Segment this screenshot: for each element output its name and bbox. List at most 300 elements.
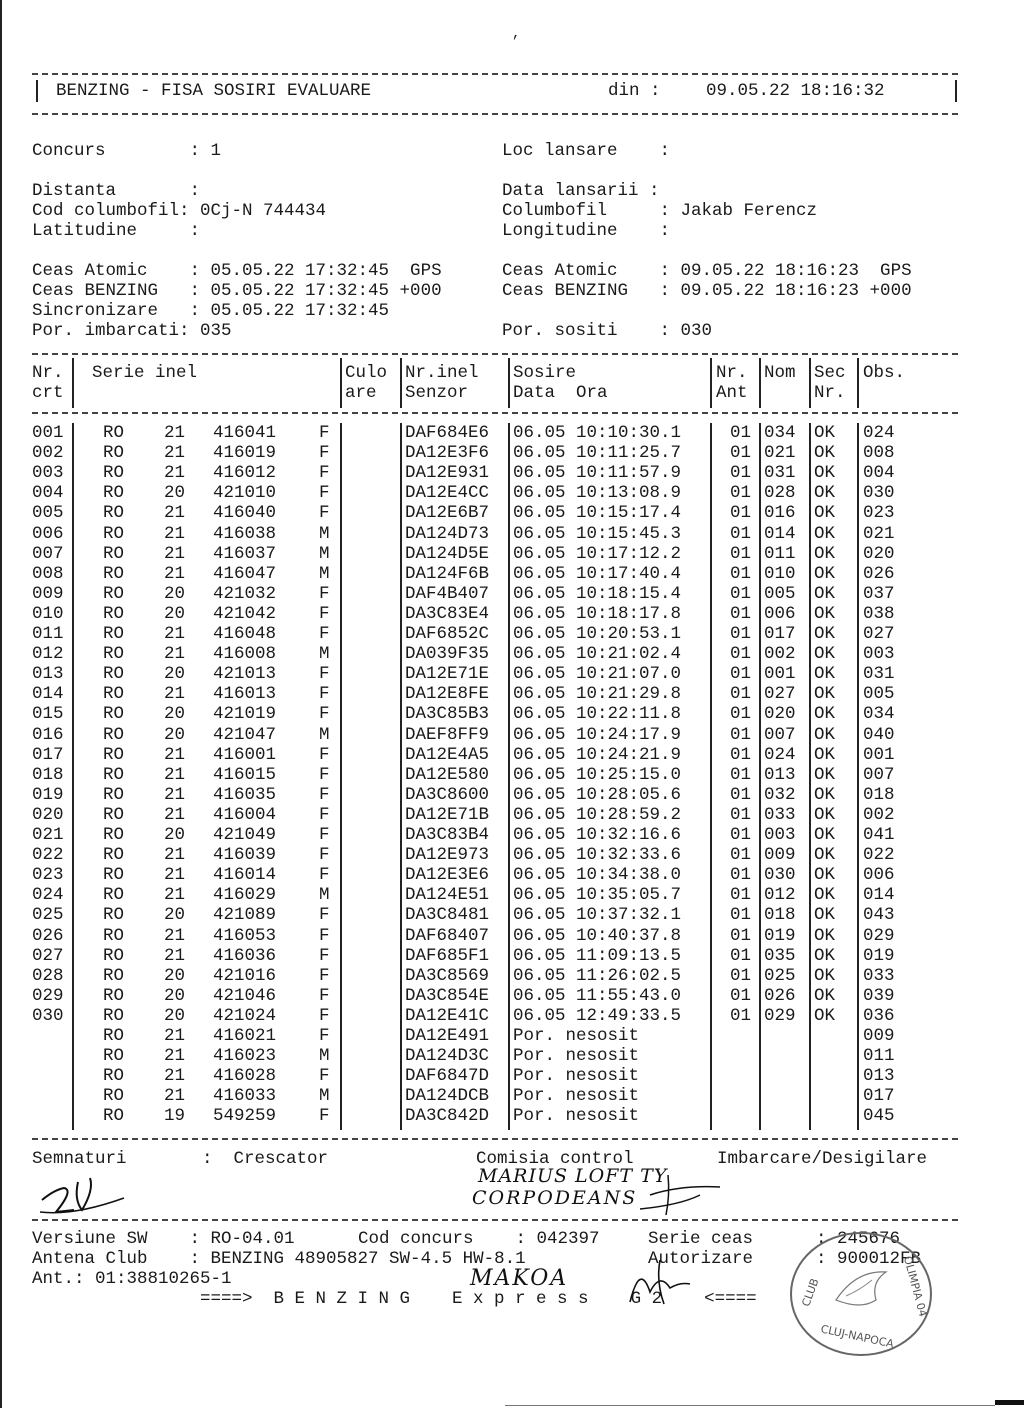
- obs-cell: 006: [863, 865, 895, 886]
- signatures-bottom-rule: [32, 1219, 958, 1221]
- obs-cell: 022: [863, 845, 895, 866]
- antenna-number-cell: 01: [730, 443, 752, 464]
- arrival-datetime-cell: 06.05 11:26:02.5: [513, 965, 682, 986]
- sec-status-cell: OK: [814, 483, 836, 504]
- table-row: [0, 564, 1024, 584]
- ring-year-cell: 21: [164, 885, 186, 906]
- sex-cell: F: [319, 784, 330, 805]
- ring-year-cell: 20: [164, 603, 186, 624]
- sensor-ring-id-cell: DA124E51: [405, 885, 490, 906]
- obs-cell: 023: [863, 503, 895, 524]
- din-label: din :: [608, 81, 661, 101]
- sex-cell: F: [319, 624, 330, 644]
- nom-cell: 001: [764, 664, 796, 685]
- table-row: [0, 986, 1024, 1006]
- antenna-number-cell: 01: [730, 784, 752, 805]
- sensor-ring-id-cell: DA12E931: [405, 463, 490, 484]
- ring-country-cell: RO: [103, 704, 125, 725]
- nom-cell: 009: [764, 845, 796, 866]
- ring-country-cell: RO: [103, 804, 125, 825]
- obs-cell: 013: [863, 1066, 895, 1087]
- table-row: [0, 785, 1024, 805]
- table-row: [0, 1086, 1024, 1106]
- info-right-line: Ceas BENZING : 09.05.22 18:16:23 +000: [502, 281, 912, 301]
- sensor-ring-id-cell: DA3C83B4: [405, 825, 490, 845]
- arrival-datetime-cell: 06.05 10:40:37.8: [513, 925, 682, 946]
- row-number-cell: 030: [32, 1005, 64, 1026]
- obs-cell: 020: [863, 543, 895, 564]
- benzing-banner: ====> B E N Z I N G E x p r e s s G 2 <====: [200, 1289, 757, 1309]
- antenna-number-cell: 01: [730, 523, 752, 544]
- ring-number-cell: 416036: [213, 945, 277, 966]
- ring-year-cell: 20: [164, 704, 186, 725]
- col-header-inel-2: Senzor: [405, 383, 469, 403]
- ring-country-cell: RO: [103, 523, 125, 544]
- table-top-rule: [32, 353, 958, 355]
- sensor-ring-id-cell: DA3C8600: [405, 784, 490, 805]
- col-header-inel-1: Nr.inel: [405, 363, 479, 383]
- arrival-datetime-cell: 06.05 10:11:25.7: [513, 443, 682, 464]
- row-number-cell: 005: [32, 503, 64, 524]
- arrival-datetime-cell: 06.05 10:10:30.1: [513, 423, 682, 443]
- row-number-cell: 028: [32, 965, 64, 986]
- ring-country-cell: RO: [103, 423, 125, 443]
- sex-cell: M: [319, 543, 330, 564]
- ring-country-cell: RO: [103, 1086, 125, 1107]
- sensor-ring-id-cell: DA124D5E: [405, 543, 490, 564]
- sensor-ring-id-cell: DA3C85B3: [405, 704, 490, 725]
- sec-status-cell: OK: [814, 865, 836, 886]
- sex-cell: F: [319, 764, 330, 785]
- nom-cell: 030: [764, 865, 796, 886]
- table-row: [0, 1066, 1024, 1086]
- sensor-ring-id-cell: DA12E8FE: [405, 684, 490, 705]
- sensor-ring-id-cell: DA3C854E: [405, 985, 490, 1006]
- info-right-line: Ceas Atomic : 09.05.22 18:16:23 GPS: [502, 261, 912, 281]
- ring-number-cell: 416023: [213, 1046, 277, 1067]
- commission-signature-stroke: [620, 1165, 740, 1225]
- col-rule: [400, 358, 402, 408]
- sensor-ring-id-cell: DA3C8569: [405, 965, 490, 986]
- row-number-cell: 019: [32, 784, 64, 805]
- arrival-datetime-cell: 06.05 10:28:59.2: [513, 804, 682, 825]
- arrival-datetime-cell: Por. nesosit: [513, 1106, 640, 1127]
- sex-cell: F: [319, 945, 330, 966]
- table-row: [0, 905, 1024, 925]
- ring-year-cell: 21: [164, 624, 186, 644]
- ring-number-cell: 421016: [213, 965, 277, 986]
- sensor-ring-id-cell: DA12E3F6: [405, 443, 490, 464]
- ring-country-cell: RO: [103, 563, 125, 584]
- arrival-datetime-cell: 06.05 10:32:33.6: [513, 845, 682, 866]
- ring-country-cell: RO: [103, 684, 125, 705]
- row-number-cell: 022: [32, 845, 64, 866]
- ring-year-cell: 21: [164, 945, 186, 966]
- sensor-ring-id-cell: DAF6852C: [405, 624, 490, 644]
- table-row: [0, 805, 1024, 825]
- row-number-cell: 015: [32, 704, 64, 725]
- ring-country-cell: RO: [103, 463, 125, 484]
- col-header-obs: Obs.: [863, 363, 906, 383]
- sex-cell: M: [319, 724, 330, 745]
- col-header-culoare-2: are: [345, 383, 377, 403]
- sex-cell: F: [319, 503, 330, 524]
- nom-cell: 029: [764, 1005, 796, 1026]
- ring-number-cell: 416014: [213, 865, 277, 886]
- sensor-ring-id-cell: DA12E973: [405, 845, 490, 866]
- antenna-number-cell: 01: [730, 463, 752, 484]
- club-stamp: [790, 1232, 932, 1356]
- ring-country-cell: RO: [103, 603, 125, 624]
- obs-cell: 021: [863, 523, 895, 544]
- ring-number-cell: 416041: [213, 423, 277, 443]
- sec-status-cell: OK: [814, 985, 836, 1006]
- ring-year-cell: 21: [164, 423, 186, 443]
- table-row: [0, 966, 1024, 986]
- antenna-number-cell: 01: [730, 644, 752, 665]
- antenna-number-cell: 01: [730, 825, 752, 845]
- table-row: [0, 946, 1024, 966]
- obs-cell: 005: [863, 684, 895, 705]
- header-right-border: [955, 80, 957, 102]
- sex-cell: F: [319, 1066, 330, 1087]
- table-row: [0, 664, 1024, 684]
- col-rule: [759, 358, 761, 408]
- footer-signature-stroke: [620, 1252, 710, 1312]
- info-right-line: Por. sositi : 030: [502, 321, 713, 341]
- obs-cell: 018: [863, 784, 895, 805]
- ring-year-cell: 21: [164, 543, 186, 564]
- col-rule: [340, 358, 342, 408]
- ring-year-cell: 21: [164, 563, 186, 584]
- obs-cell: 003: [863, 644, 895, 665]
- obs-cell: 024: [863, 423, 895, 443]
- sec-status-cell: OK: [814, 965, 836, 986]
- obs-cell: 027: [863, 624, 895, 644]
- ring-country-cell: RO: [103, 644, 125, 665]
- header-bottom-rule: [32, 113, 958, 115]
- sec-status-cell: OK: [814, 784, 836, 805]
- antenna-number-cell: 01: [730, 603, 752, 624]
- sec-status-cell: OK: [814, 925, 836, 946]
- obs-cell: 033: [863, 965, 895, 986]
- ring-number-cell: 421019: [213, 704, 277, 725]
- nom-cell: 013: [764, 764, 796, 785]
- pigeon-emblem-icon: [826, 1260, 896, 1320]
- row-number-cell: 009: [32, 583, 64, 604]
- table-row: [0, 745, 1024, 765]
- sensor-ring-id-cell: DAF685F1: [405, 945, 490, 966]
- antena-club: Antena Club : BENZING 48905827 SW-4.5 HW-8.1: [32, 1249, 526, 1269]
- cod-concurs: Cod concurs : 042397: [358, 1229, 600, 1249]
- table-row: [0, 725, 1024, 745]
- antenna-number-cell: 01: [730, 865, 752, 886]
- nom-cell: 020: [764, 704, 796, 725]
- row-number-cell: 029: [32, 985, 64, 1006]
- ring-number-cell: 416004: [213, 804, 277, 825]
- nom-cell: 007: [764, 724, 796, 745]
- sec-status-cell: OK: [814, 704, 836, 725]
- sex-cell: F: [319, 905, 330, 926]
- sec-status-cell: OK: [814, 563, 836, 584]
- antenna-number-cell: 01: [730, 965, 752, 986]
- stamp-text-top: CLUB: [799, 1276, 822, 1309]
- sensor-ring-id-cell: DA12E71E: [405, 664, 490, 685]
- antenna-number-cell: 01: [730, 503, 752, 524]
- ring-number-cell: 421024: [213, 1005, 277, 1026]
- ring-country-cell: RO: [103, 905, 125, 926]
- sex-cell: F: [319, 684, 330, 705]
- sec-status-cell: OK: [814, 764, 836, 785]
- table-row: [0, 1026, 1024, 1046]
- arrival-datetime-cell: 06.05 10:24:21.9: [513, 744, 682, 765]
- nom-cell: 017: [764, 624, 796, 644]
- sec-status-cell: OK: [814, 423, 836, 443]
- ring-number-cell: 421013: [213, 664, 277, 685]
- sensor-ring-id-cell: DA124D3C: [405, 1046, 490, 1067]
- antenna-number-cell: 01: [730, 985, 752, 1006]
- sensor-ring-id-cell: DA3C83E4: [405, 603, 490, 624]
- ring-year-cell: 20: [164, 664, 186, 685]
- antenna-number-cell: 01: [730, 744, 752, 765]
- imbarcare-label: Imbarcare/Desigilare: [717, 1149, 928, 1169]
- arrival-datetime-cell: 06.05 10:17:40.4: [513, 563, 682, 584]
- nom-cell: 005: [764, 583, 796, 604]
- col-header-crt: crt: [32, 383, 64, 403]
- sec-status-cell: OK: [814, 523, 836, 544]
- antenna-number-cell: 01: [730, 845, 752, 866]
- obs-cell: 009: [863, 1026, 895, 1046]
- ring-year-cell: 21: [164, 865, 186, 886]
- table-row: [0, 644, 1024, 664]
- page-corner-mark: [995, 1400, 1024, 1405]
- table-row: [0, 423, 1024, 443]
- sec-status-cell: OK: [814, 443, 836, 464]
- ring-number-cell: 416037: [213, 543, 277, 564]
- sec-status-cell: OK: [814, 543, 836, 564]
- antenna-number-cell: 01: [730, 684, 752, 705]
- row-number-cell: 011: [32, 624, 64, 644]
- ring-year-cell: 20: [164, 483, 186, 504]
- nom-cell: 035: [764, 945, 796, 966]
- nom-cell: 021: [764, 443, 796, 464]
- ring-country-cell: RO: [103, 1106, 125, 1127]
- ring-year-cell: 19: [164, 1106, 186, 1127]
- ring-number-cell: 421089: [213, 905, 277, 926]
- print-datetime: 09.05.22 18:16:32: [706, 81, 885, 101]
- antenna-number-cell: 01: [730, 664, 752, 685]
- table-row: [0, 483, 1024, 503]
- ring-number-cell: 416035: [213, 784, 277, 805]
- sec-status-cell: OK: [814, 845, 836, 866]
- row-number-cell: 018: [32, 764, 64, 785]
- table-header-rule: [32, 412, 958, 414]
- ring-number-cell: 421047: [213, 724, 277, 745]
- table-row: [0, 926, 1024, 946]
- ring-number-cell: 421032: [213, 583, 277, 604]
- arrival-datetime-cell: 06.05 10:21:07.0: [513, 664, 682, 685]
- ring-country-cell: RO: [103, 483, 125, 504]
- arrival-datetime-cell: 06.05 10:18:17.8: [513, 603, 682, 624]
- sex-cell: F: [319, 1005, 330, 1026]
- sec-status-cell: OK: [814, 744, 836, 765]
- row-number-cell: 012: [32, 644, 64, 665]
- arrival-datetime-cell: 06.05 10:20:53.1: [513, 624, 682, 644]
- ring-year-cell: 20: [164, 724, 186, 745]
- nom-cell: 012: [764, 885, 796, 906]
- ring-number-cell: 416021: [213, 1026, 277, 1046]
- sensor-ring-id-cell: DA12E6B7: [405, 503, 490, 524]
- ring-country-cell: RO: [103, 664, 125, 685]
- nom-cell: 016: [764, 503, 796, 524]
- sensor-ring-id-cell: DAF684E6: [405, 423, 490, 443]
- sex-cell: F: [319, 1106, 330, 1127]
- nom-cell: 024: [764, 744, 796, 765]
- sex-cell: F: [319, 985, 330, 1006]
- arrival-datetime-cell: 06.05 11:55:43.0: [513, 985, 682, 1006]
- arrival-datetime-cell: 06.05 10:15:45.3: [513, 523, 682, 544]
- sex-cell: M: [319, 644, 330, 665]
- col-header-sec-2: Nr.: [814, 383, 846, 403]
- nom-cell: 031: [764, 463, 796, 484]
- obs-cell: 001: [863, 744, 895, 765]
- commission-handwriting-2: CORPODEANS: [472, 1187, 638, 1209]
- row-number-cell: 014: [32, 684, 64, 705]
- ring-year-cell: 21: [164, 1046, 186, 1067]
- sex-cell: F: [319, 463, 330, 484]
- ring-country-cell: RO: [103, 744, 125, 765]
- obs-cell: 037: [863, 583, 895, 604]
- ring-year-cell: 21: [164, 684, 186, 705]
- row-number-cell: 023: [32, 865, 64, 886]
- autorizare: Autorizare : 900012FB: [648, 1249, 922, 1269]
- sec-status-cell: OK: [814, 885, 836, 906]
- sec-status-cell: OK: [814, 724, 836, 745]
- obs-cell: 036: [863, 1005, 895, 1026]
- row-number-cell: 004: [32, 483, 64, 504]
- row-number-cell: 006: [32, 523, 64, 544]
- arrival-datetime-cell: 06.05 10:32:16.6: [513, 825, 682, 845]
- info-right-line: Longitudine :: [502, 221, 671, 241]
- table-row: [0, 885, 1024, 905]
- arrival-datetime-cell: Por. nesosit: [513, 1086, 640, 1107]
- sensor-ring-id-cell: DA12E4A5: [405, 744, 490, 765]
- nom-cell: 003: [764, 825, 796, 845]
- table-row: [0, 604, 1024, 624]
- nom-cell: 019: [764, 925, 796, 946]
- ring-number-cell: 416047: [213, 563, 277, 584]
- ring-country-cell: RO: [103, 825, 125, 845]
- table-row: [0, 684, 1024, 704]
- sex-cell: F: [319, 825, 330, 845]
- nom-cell: 025: [764, 965, 796, 986]
- nom-cell: 027: [764, 684, 796, 705]
- table-row: [0, 584, 1024, 604]
- col-header-serie: Serie inel: [92, 363, 198, 383]
- signatures-label: Semnaturi: [32, 1149, 127, 1169]
- ring-year-cell: 21: [164, 523, 186, 544]
- row-number-cell: 002: [32, 443, 64, 464]
- antenna-number-cell: 01: [730, 724, 752, 745]
- ring-year-cell: 20: [164, 583, 186, 604]
- ring-number-cell: 416013: [213, 684, 277, 705]
- row-number-cell: 001: [32, 423, 64, 443]
- document-title: BENZING - FISA SOSIRI EVALUARE: [56, 81, 372, 101]
- arrival-datetime-cell: Por. nesosit: [513, 1046, 640, 1067]
- antenna-number-cell: 01: [730, 483, 752, 504]
- nom-cell: 011: [764, 543, 796, 564]
- ring-country-cell: RO: [103, 583, 125, 604]
- ring-country-cell: RO: [103, 985, 125, 1006]
- ring-year-cell: 21: [164, 845, 186, 866]
- row-number-cell: 025: [32, 905, 64, 926]
- col-rule: [809, 358, 811, 408]
- arrival-datetime-cell: 06.05 10:13:08.9: [513, 483, 682, 504]
- obs-cell: 014: [863, 885, 895, 906]
- antenna-number-cell: 01: [730, 563, 752, 584]
- sensor-ring-id-cell: DA12E41C: [405, 1005, 490, 1026]
- sex-cell: F: [319, 865, 330, 886]
- sec-status-cell: OK: [814, 624, 836, 644]
- stamp-text-bottom: CLUJ-NAPOCA: [819, 1322, 895, 1351]
- ring-year-cell: 21: [164, 744, 186, 765]
- sex-cell: F: [319, 965, 330, 986]
- row-number-cell: 008: [32, 563, 64, 584]
- ring-number-cell: 416053: [213, 925, 277, 946]
- antenna-id: Ant.: 01:38810265-1: [32, 1269, 232, 1289]
- nom-cell: 028: [764, 483, 796, 504]
- sensor-ring-id-cell: DAEF8FF9: [405, 724, 490, 745]
- table-row: [0, 1046, 1024, 1066]
- sensor-ring-id-cell: DA124DCB: [405, 1086, 490, 1107]
- ring-number-cell: 416008: [213, 644, 277, 665]
- ring-year-cell: 21: [164, 1086, 186, 1107]
- arrival-datetime-cell: 06.05 10:25:15.0: [513, 764, 682, 785]
- table-row: [0, 845, 1024, 865]
- ring-country-cell: RO: [103, 724, 125, 745]
- obs-cell: 004: [863, 463, 895, 484]
- sec-status-cell: OK: [814, 603, 836, 624]
- table-row: [0, 765, 1024, 785]
- obs-cell: 040: [863, 724, 895, 745]
- ring-country-cell: RO: [103, 965, 125, 986]
- antenna-number-cell: 01: [730, 885, 752, 906]
- table-row: [0, 704, 1024, 724]
- sex-cell: F: [319, 443, 330, 464]
- sex-cell: F: [319, 845, 330, 866]
- ring-year-cell: 21: [164, 764, 186, 785]
- ring-country-cell: RO: [103, 1026, 125, 1046]
- nom-cell: 018: [764, 905, 796, 926]
- sex-cell: F: [319, 704, 330, 725]
- col-header-ant-1: Nr.: [716, 363, 748, 383]
- sex-cell: M: [319, 1046, 330, 1067]
- antenna-number-cell: 01: [730, 543, 752, 564]
- col-header-ant-2: Ant: [716, 383, 748, 403]
- ring-country-cell: RO: [103, 1066, 125, 1087]
- arrival-datetime-cell: 06.05 10:34:38.0: [513, 865, 682, 886]
- ring-number-cell: 421046: [213, 985, 277, 1006]
- sec-status-cell: OK: [814, 945, 836, 966]
- info-left-line: Sincronizare : 05.05.22 17:32:45: [32, 301, 390, 321]
- ring-country-cell: RO: [103, 845, 125, 866]
- sec-status-cell: OK: [814, 825, 836, 845]
- arrival-datetime-cell: 06.05 10:37:32.1: [513, 905, 682, 926]
- antenna-number-cell: 01: [730, 1005, 752, 1026]
- obs-cell: 041: [863, 825, 895, 845]
- col-header-sosire-1: Sosire: [513, 363, 577, 383]
- ring-country-cell: RO: [103, 624, 125, 644]
